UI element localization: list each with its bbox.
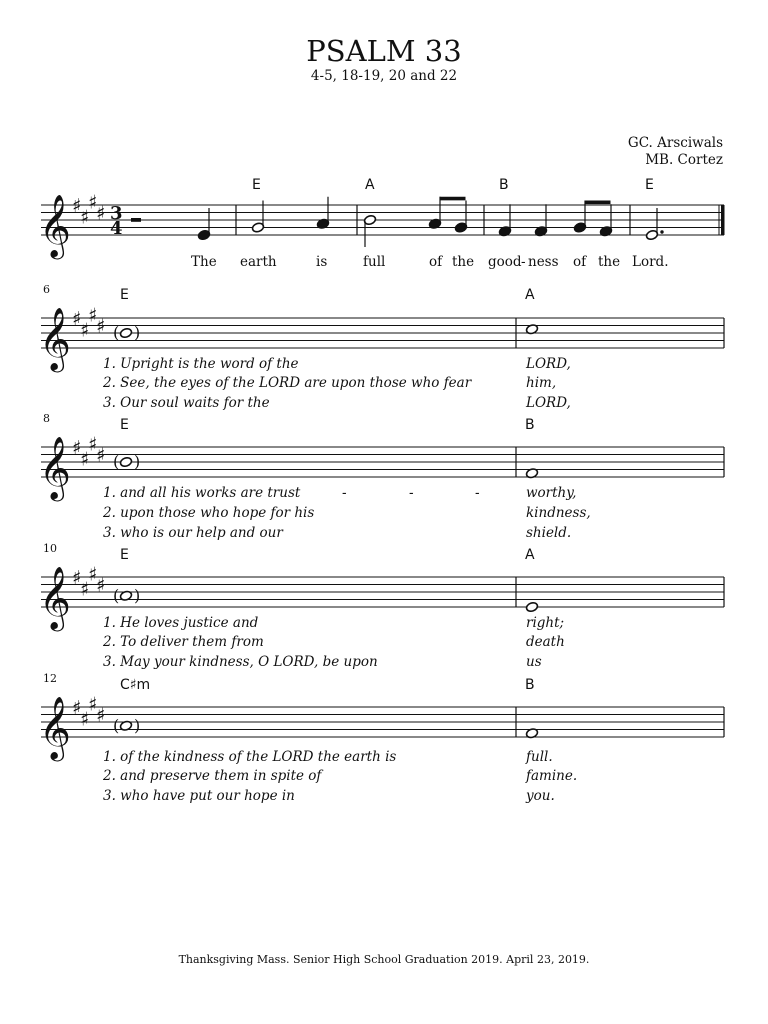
sharp-icon: ♯: [88, 304, 98, 327]
sharp-icon: ♯: [96, 574, 106, 597]
sharp-icon: ♯: [88, 563, 98, 586]
verse-line: 3. who have put our hope in: [103, 788, 295, 804]
verse-end-word: LORD,: [526, 356, 571, 372]
parenthesis-close: ): [134, 452, 141, 471]
parenthesis-open: (: [113, 452, 120, 471]
verse-line: 2. To deliver them from: [103, 634, 264, 650]
lyric-syllable: the: [452, 254, 475, 270]
sharp-icon: ♯: [88, 191, 98, 214]
chord-symbol: E: [120, 547, 129, 563]
lyric-syllable: full: [363, 254, 386, 270]
verse-line: 2. See, the eyes of the LORD are upon those who fear: [103, 375, 472, 391]
chord-symbol: B: [499, 177, 509, 193]
treble-clef-icon: 𝄞: [39, 696, 71, 759]
verse-end-word: you.: [526, 788, 555, 804]
chord-symbol: A: [365, 177, 375, 193]
verse-end-word: us: [526, 654, 542, 670]
syllable-hyphen: -: [475, 485, 480, 501]
chord-symbol: B: [525, 677, 535, 693]
note-dot: [660, 230, 663, 233]
note-head: [119, 456, 132, 467]
verse-end-word: right;: [526, 615, 565, 631]
note-head: [119, 327, 132, 338]
verse-line: 1. He loves justice and: [103, 615, 259, 631]
sharp-icon: ♯: [72, 567, 82, 589]
verse-end-word: death: [526, 634, 565, 650]
sharp-icon: ♯: [88, 693, 98, 716]
verse-end-word: LORD,: [526, 395, 571, 411]
verse-line: 2. and preserve them in spite of: [103, 768, 322, 784]
page-title: PSALM 33: [306, 34, 462, 68]
lyric-syllable: The: [191, 254, 217, 270]
parenthesis-open: (: [113, 715, 120, 735]
sharp-icon: ♯: [72, 697, 82, 719]
lyric-syllable: the: [598, 254, 621, 270]
verse-line: 3. who is our help and our: [103, 525, 283, 541]
note-head: [525, 601, 538, 612]
sharp-icon: ♯: [96, 444, 106, 467]
measure-number: 10: [43, 542, 57, 555]
sharp-icon: ♯: [80, 708, 90, 731]
measure-number: 12: [43, 672, 57, 685]
sharp-icon: ♯: [80, 578, 90, 601]
sharp-icon: ♯: [96, 202, 106, 225]
lyric-syllable: of: [573, 254, 587, 270]
chord-symbol: A: [525, 547, 535, 563]
sharp-icon: ♯: [80, 448, 90, 471]
parenthesis-open: (: [113, 323, 120, 342]
verse-end-word: worthy,: [526, 485, 577, 501]
verse-line: 1. of the kindness of the LORD the earth is: [103, 749, 397, 765]
sharp-icon: ♯: [96, 315, 106, 338]
lyric-syllable: ness: [528, 254, 559, 270]
measure-number: 6: [43, 283, 50, 296]
verse-end-word: him,: [526, 375, 557, 391]
verse-line: 3. May your kindness, O LORD, be upon: [103, 654, 378, 670]
treble-clef-icon: 𝄞: [39, 307, 71, 370]
note-beam: [585, 201, 611, 205]
sharp-icon: ♯: [80, 206, 90, 229]
sharp-icon: ♯: [88, 433, 98, 456]
verse-line: 3. Our soul waits for the: [103, 395, 270, 411]
treble-clef-icon: 𝄞: [39, 194, 71, 257]
chord-symbol: B: [525, 417, 535, 433]
syllable-hyphen: -: [409, 485, 414, 501]
verse-end-word: full.: [526, 749, 553, 765]
parenthesis-close: ): [134, 585, 141, 605]
sharp-icon: ♯: [96, 704, 106, 727]
verse-line: 1. and all his works are trust: [103, 485, 301, 501]
chord-symbol: E: [120, 287, 129, 303]
verse-end-word: shield.: [526, 525, 572, 541]
page-subtitle: 4-5, 18-19, 20 and 22: [310, 68, 458, 84]
time-signature-bottom: 4: [110, 218, 123, 239]
verse-line: 2. upon those who hope for his: [103, 505, 315, 521]
verse-line: 1. Upright is the word of the: [103, 356, 299, 372]
sharp-icon: ♯: [72, 437, 82, 459]
chord-symbol: E: [252, 177, 261, 193]
chord-symbol: E: [120, 417, 129, 433]
lyric-syllable: -: [521, 254, 526, 270]
lyric-syllable: good: [488, 254, 522, 270]
verse-end-word: kindness,: [526, 505, 591, 521]
composer-credit: GC. Arsciwals: [627, 135, 723, 151]
lyric-syllable: is: [316, 254, 328, 270]
lyric-syllable: of: [429, 254, 443, 270]
syllable-hyphen: -: [342, 485, 347, 501]
parenthesis-open: (: [113, 585, 120, 605]
sharp-icon: ♯: [72, 308, 82, 330]
page-footer: Thanksgiving Mass. Senior High School Graduation 2019. April 23, 2019.: [178, 953, 590, 966]
half-rest: [131, 218, 141, 222]
lyric-syllable: Lord.: [632, 254, 669, 270]
parenthesis-close: ): [134, 715, 141, 735]
chord-symbol: C♯m: [120, 677, 151, 693]
composer-credit: MB. Cortez: [645, 152, 723, 168]
time-signature-top: 3: [110, 203, 123, 224]
sharp-icon: ♯: [72, 195, 82, 217]
sharp-icon: ♯: [80, 319, 90, 342]
lyric-syllable: earth: [240, 254, 277, 270]
note-beam: [440, 197, 466, 201]
treble-clef-icon: 𝄞: [39, 436, 71, 499]
chord-symbol: E: [645, 177, 654, 193]
verse-end-word: famine.: [526, 768, 578, 784]
treble-clef-icon: 𝄞: [39, 566, 71, 629]
chord-symbol: A: [525, 287, 535, 303]
final-barline-thick: [721, 205, 725, 235]
parenthesis-close: ): [134, 323, 141, 342]
measure-number: 8: [43, 412, 50, 425]
